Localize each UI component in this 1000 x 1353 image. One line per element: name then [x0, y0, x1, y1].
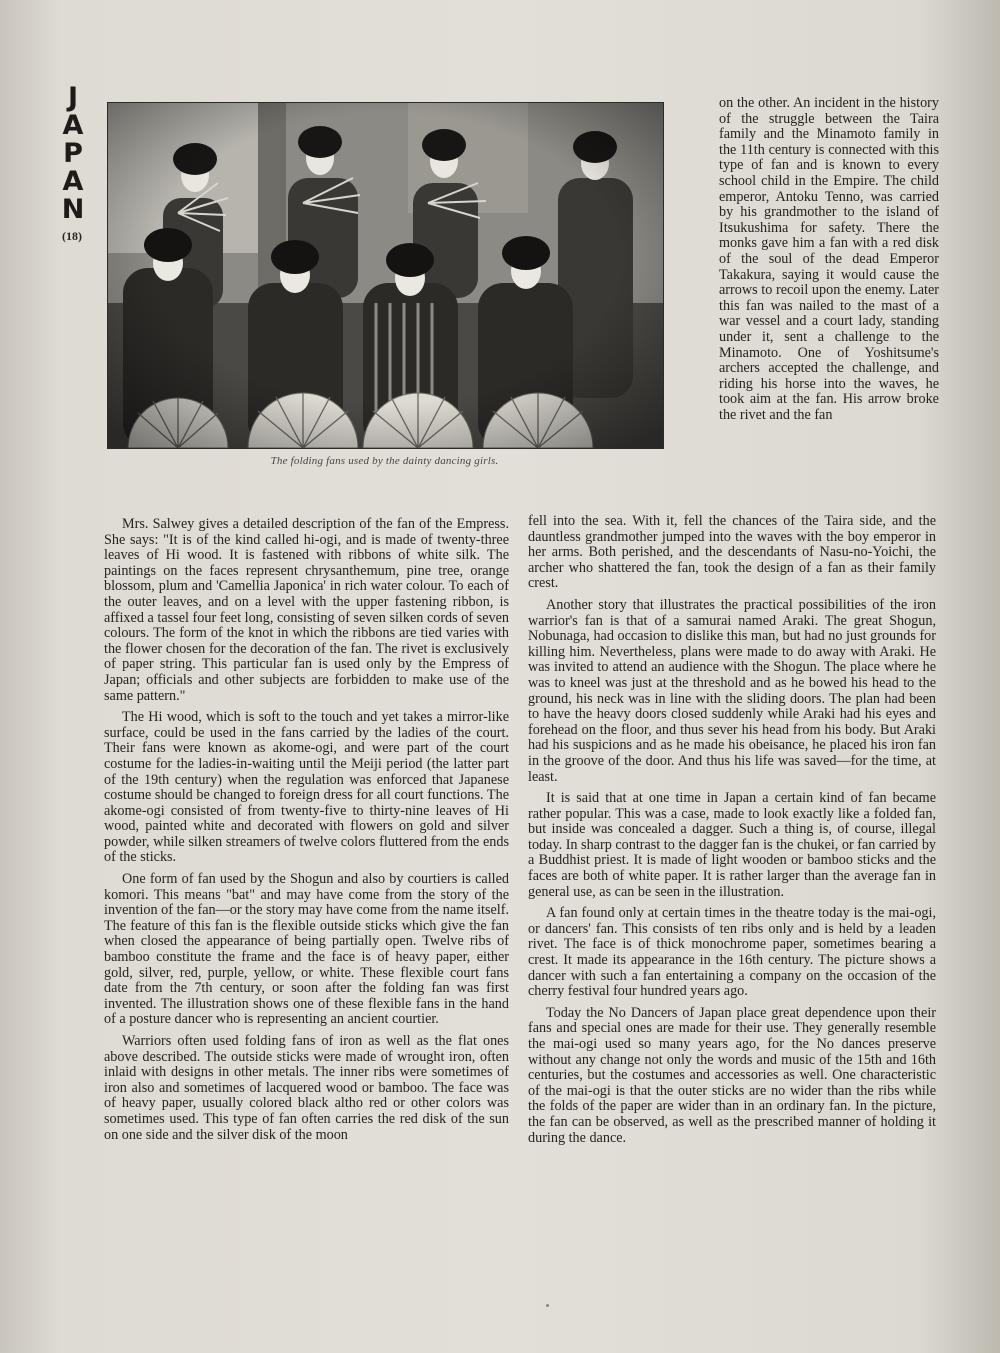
dancing-girls-photo: [107, 102, 664, 449]
paragraph: fell into the sea. With it, fell the chances of the Taira side, and the dauntless grandmother jumped into the waves with the boy emperor in her arms. Both perished, and the descendants of Nasu-no-Yoichi, the archer who shattered the fan, took the design of a fan as their family crest.: [528, 513, 936, 592]
right-column: [528, 514, 936, 1152]
paper-speck: [546, 1304, 549, 1307]
photo-caption: The folding fans used by the dainty dancing girls.: [270, 455, 499, 467]
section-title: JAPAN: [61, 82, 85, 225]
paragraph: on the other. An incident in the history of the struggle between the Taira family and the Minamoto family in the 11th century is connected with this type of fan and is known to every school child in the Empire. The child emperor, Antoku Tenno, was carried by his grandmother to the island of Itsukushima for safety. There the monks gave him a fan with a red disk of the soul of the dead Emperor Takakura, saying it would cause the arrows to recoil upon the enemy. Later this fan was nailed to the mast of a war vessel and a court lady, standing under it, sent a challenge to the Minamoto. One of Yoshitsume's archers accepted the challenge, and riding his horse into the waves, he took aim at the fan. His arrow broke the rivet and the fan: [719, 95, 939, 423]
paragraph: Another story that illustrates the practical possibilities of the iron warrior's fan is that of a samurai named Araki. The great Shogun, Nobunaga, had occasion to dislike this man, but had no just grounds for killing him. Nevertheless, plans were made to do away with Araki. He was invited to attend an audience with the Shogun. The place where he was to kneel was just at the threshold and as he bowed his head to the ground, his neck was in line with the sliding doors. The plan had been to have the heavy doors closed suddenly while Araki had his eyes and forehead on the floor, and thus sever his head from his body. But Araki had his suspicions and as he made his obeisance, he placed his iron fan in the groove of the door. And thus his life was saved—for the time, at least.: [528, 596, 936, 785]
paragraph: Today the No Dancers of Japan place great dependence upon their fans and special ones are made for their use. They generally resemble the mai-ogi used so many years ago, for the No dances preserve without any change not only the words and music of the 15th and 16th centuries, but the costumes and accessories as well. One characteristic of the mai-ogi is that the outer sticks are no wider than the ribs while the folds of the paper are wider than in an ordinary fan. In the picture, the fan can be observed, as well as the prescribed manner of holding it during the dance.: [528, 1004, 936, 1146]
paragraph: A fan found only at certain times in the theatre today is the mai-ogi, or dancers' fan. This consists of ten ribs only and is held by a leaden rivet. The face is of thick monochrome paper, sometimes bearing a crest. It made its appearance in the 16th century. The picture shows a dancer with such a fan entertaining a company on the occasion of the cherry festival four hundred years ago.: [528, 905, 936, 1000]
paragraph: It is said that at one time in Japan a certain kind of fan became rather popular. This was a case, made to look exactly like a folded fan, but inside was concealed a dagger. Such a thing is, of course, illegal today. In sharp contrast to the dagger fan is the chukei, or fan carried by a Buddhist priest. It is made of light wooden or bamboo sticks and the faces are both of white paper. It is rather larger than the average fan in general use, as can be seen in the illustration.: [528, 790, 937, 900]
paragraph: Mrs. Salwey gives a detailed description of the fan of the Empress. She says: "It is of the kind called hi-ogi, and is made of twenty-three leaves of Hi wood. It is fastened with ribbons of white silk. The paintings on the faces represent chrysanthemum, pine tree, orange blossom, plum and 'Camellia Japonica' in rich water colour. To each of the outer leaves, and on a level with the upper fastening ribbon, is affixed a tassel four feet long, consisting of seven silken cords of seven colours. The form of the knot in which the ribbons are tied varies with the flower chosen for the decoration of the fan. The rivet is exclusively of paper string. This particular fan is used only by the Empress of Japan; officials and other subjects are forbidden to make use of the same pattern.": [104, 516, 509, 704]
right-top-column: [719, 96, 939, 429]
paragraph: The Hi wood, which is soft to the touch and yet takes a mirror-like surface, could be used in the fans carried by the ladies of the court. Their fans were known as akome-ogi, and were part of the court costume for the ladies-in-waiting until the Meiji period (the latter part of the 19th century) when the regulation was enforced that Japanese costume should be changed to foreign dress for all court functions. The akome-ogi consisted of from twenty-five to thirty-nine leaves of Hi wood, painted white and decorated with flowers on gold and silver powder, while silken streamers of twelve colors fluttered from the ends of the sticks.: [104, 709, 509, 866]
paragraph: One form of fan used by the Shogun and also by courtiers is called komori. This means "bat" and may have come from the story of the invention of the fan—or the story may have come from the name itself. The feature of this fan is the flexible outside sticks which give the fan when closed the appearance of being partially open. Twelve ribs of bamboo constitute the frame and the face is of heavy paper, either gold, silver, red, purple, yellow, or white. These flexible court fans date from the 7th century, or soon after the folding fan was first invented. The illustration shows one of these flexible fans in the hand of a posture dancer who is representing an ancient courtier.: [104, 871, 509, 1028]
page-number: (18): [62, 229, 82, 243]
left-column: [104, 517, 509, 1149]
paragraph: Warriors often used folding fans of iron as well as the flat ones above described. The outside sticks were made of wrought iron, often inlaid with designs in other metals. The inner ribs were sometimes of iron also and sometimes of lacquered wood or bamboo. The face was of heavy paper, usually colored black altho red or other colors was sometimes used. This type of fan often carries the red disk of the sun on one side and the silver disk of the moon: [104, 1033, 509, 1143]
